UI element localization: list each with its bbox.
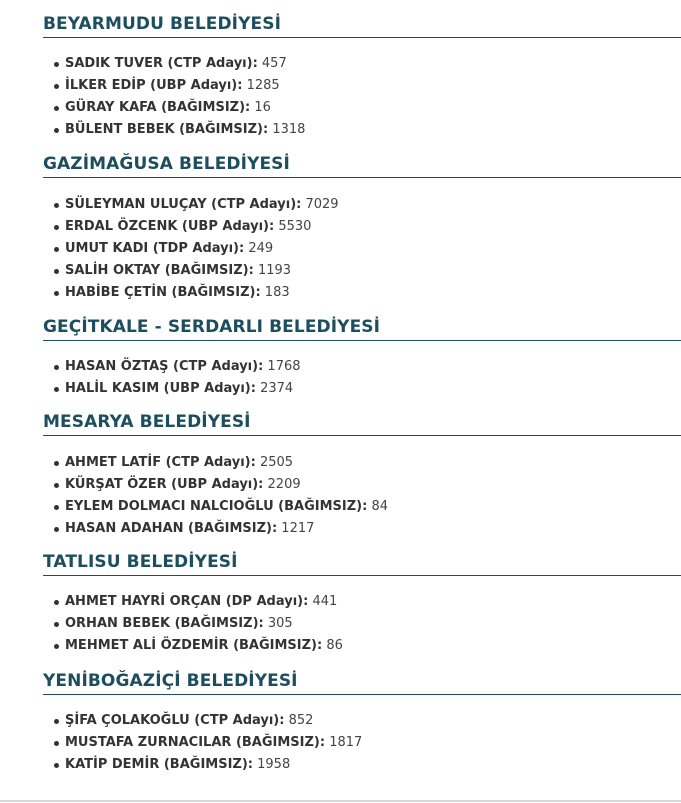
section-title: MESARYA BELEDİYESİ — [43, 398, 681, 436]
vote-count: 84 — [371, 499, 388, 514]
section-beyarmudu — [43, 0, 681, 140]
candidate-name: ORHAN BEBEK (BAĞIMSIZ): — [65, 616, 264, 631]
section-tatlisu — [43, 538, 681, 657]
candidate-name: KÜRŞAT ÖZER (UBP Adayı): — [65, 477, 264, 492]
list-item — [65, 710, 681, 732]
candidate-name: SÜLEYMAN ULUÇAY (CTP Adayı): — [65, 197, 302, 212]
candidate-name: HASAN ADAHAN (BAĞIMSIZ): — [65, 521, 278, 536]
list-item — [65, 356, 681, 378]
vote-count: 852 — [288, 713, 314, 728]
list-item — [65, 260, 681, 282]
candidate-name: KATİP DEMİR (BAĞIMSIZ): — [65, 757, 253, 772]
list-item — [65, 732, 681, 754]
election-results-content — [43, 0, 681, 776]
candidate-name: EYLEM DOLMACI NALCIOĞLU (BAĞIMSIZ): — [65, 499, 368, 514]
vote-count: 1817 — [329, 735, 363, 750]
list-item — [65, 119, 681, 141]
footer-divider — [0, 800, 681, 802]
vote-count: 1217 — [281, 521, 315, 536]
candidate-list — [43, 53, 681, 141]
vote-count: 1768 — [267, 359, 301, 374]
list-item — [65, 591, 681, 613]
list-item — [65, 635, 681, 657]
list-item — [65, 53, 681, 75]
vote-count: 183 — [264, 285, 290, 300]
list-item — [65, 282, 681, 304]
candidate-name: GÜRAY KAFA (BAĞIMSIZ): — [65, 100, 251, 115]
candidate-list — [43, 194, 681, 304]
vote-count: 5530 — [278, 219, 312, 234]
vote-count: 7029 — [305, 197, 339, 212]
section-title: GAZİMAĞUSA BELEDİYESİ — [43, 140, 681, 178]
section-gazimagusa — [43, 140, 681, 303]
list-item — [65, 97, 681, 119]
vote-count: 86 — [326, 638, 343, 653]
list-item — [65, 75, 681, 97]
vote-count: 249 — [248, 241, 274, 256]
candidate-name: BÜLENT BEBEK (BAĞIMSIZ): — [65, 122, 269, 137]
candidate-name: HABİBE ÇETİN (BAĞIMSIZ): — [65, 285, 261, 300]
candidate-list — [43, 710, 681, 776]
candidate-name: ŞİFA ÇOLAKOĞLU (CTP Adayı): — [65, 713, 285, 728]
candidate-name: SADIK TUVER (CTP Adayı): — [65, 56, 258, 71]
candidate-name: MUSTAFA ZURNACILAR (BAĞIMSIZ): — [65, 735, 326, 750]
vote-count: 441 — [312, 594, 338, 609]
candidate-name: İLKER EDİP (UBP Adayı): — [65, 78, 243, 93]
list-item — [65, 474, 681, 496]
vote-count: 2374 — [260, 381, 294, 396]
vote-count: 1193 — [257, 263, 292, 278]
vote-count: 1318 — [272, 122, 306, 137]
candidate-name: AHMET HAYRİ ORÇAN (DP Adayı): — [65, 594, 309, 609]
list-item — [65, 518, 681, 540]
vote-count: 2209 — [267, 477, 301, 492]
vote-count: 1285 — [246, 78, 280, 93]
list-item — [65, 238, 681, 260]
section-title: TATLISU BELEDİYESİ — [43, 538, 681, 576]
vote-count: 2505 — [259, 455, 294, 470]
section-yeniboğazici — [43, 657, 681, 776]
list-item — [65, 378, 681, 400]
candidate-list — [43, 452, 681, 540]
candidate-list — [43, 591, 681, 657]
vote-count: 305 — [267, 616, 293, 631]
list-item — [65, 216, 681, 238]
list-item — [65, 452, 681, 474]
section-title: GEÇİTKALE - SERDARLI BELEDİYESİ — [43, 303, 681, 341]
candidate-name: HASAN ÖZTAŞ (CTP Adayı): — [65, 359, 264, 374]
list-item — [65, 194, 681, 216]
vote-count: 457 — [261, 56, 287, 71]
vote-count: 1958 — [257, 757, 291, 772]
candidate-name: SALİH OKTAY (BAĞIMSIZ): — [65, 263, 254, 278]
candidate-name: HALİL KASIM (UBP Adayı): — [65, 381, 256, 396]
list-item — [65, 754, 681, 776]
candidate-name: MEHMET ALİ ÖZDEMİR (BAĞIMSIZ): — [65, 638, 323, 653]
list-item — [65, 613, 681, 635]
candidate-name: AHMET LATİF (CTP Adayı): — [65, 455, 256, 470]
vote-count: 16 — [254, 100, 271, 115]
section-title: YENİBOĞAZİÇİ BELEDİYESİ — [43, 657, 681, 695]
section-title: BEYARMUDU BELEDİYESİ — [43, 0, 681, 38]
candidate-name: ERDAL ÖZCENK (UBP Adayı): — [65, 219, 275, 234]
candidate-name: UMUT KADI (TDP Adayı): — [65, 241, 245, 256]
section-gecitkale-serdarli — [43, 303, 681, 398]
list-item — [65, 496, 681, 518]
candidate-list — [43, 356, 681, 400]
section-mesarya — [43, 398, 681, 538]
